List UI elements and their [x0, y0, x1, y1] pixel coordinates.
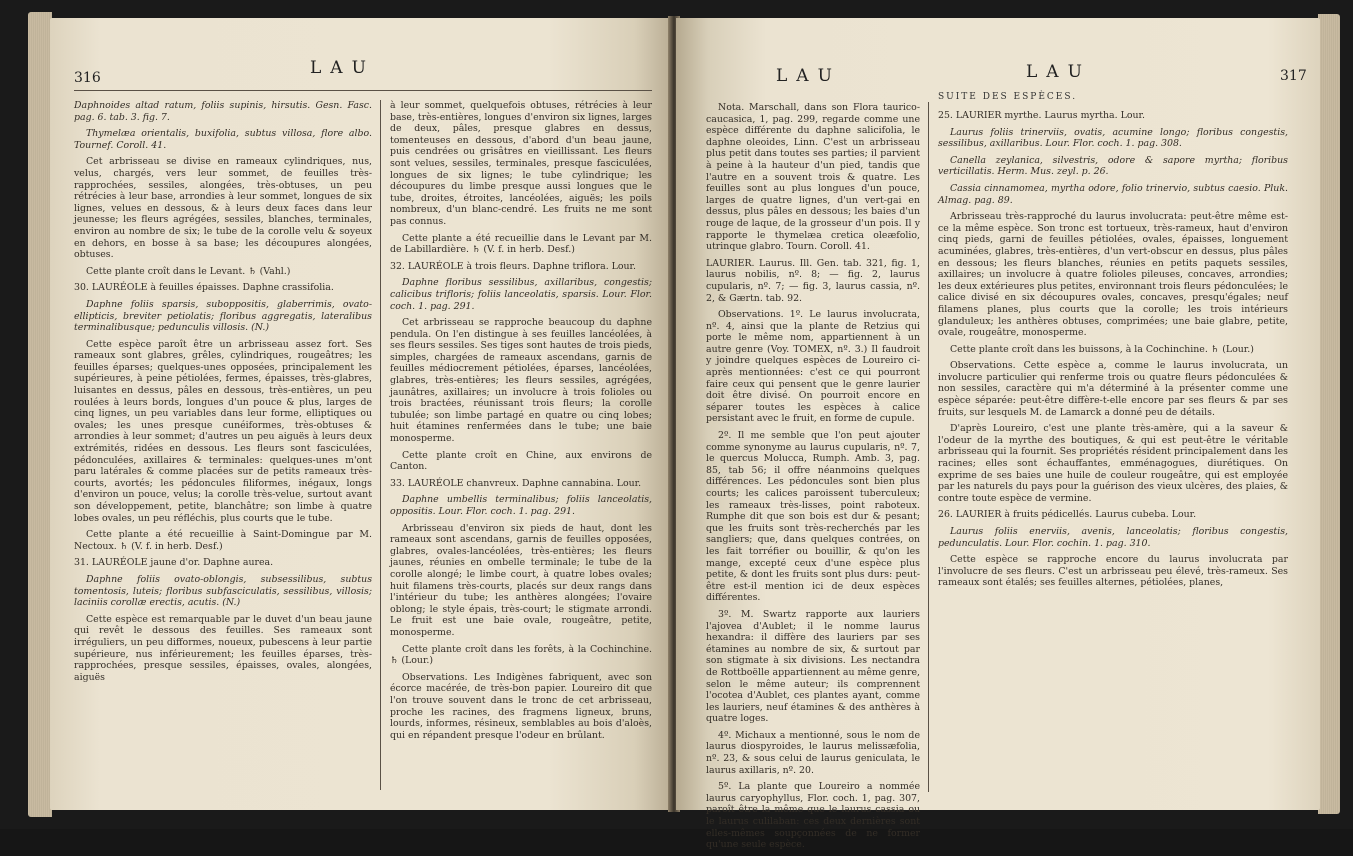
- species-entry-heading: 33. LAURÉOLE chanvreux. Daphne cannabina. Lour.: [390, 477, 642, 489]
- paragraph: Observations. 1º. Le laurus involucrata, nº. 4, ainsi que la plante de Retzius qui porte le même nom, appartiennent à un autre genre (Voy. TOMEX, nº. 3.) Il faudroit y joindre quelques espèces de Loureiro ci-après mentionnées: c'est ce qui pourront faire ceux qui pensent que le genre laurier doit être divisé. On pourroit encore en séparer toutes les espèces à calice persistant avec le fruit, en forme de cupule.: [706, 309, 920, 425]
- paragraph: Observations. Cette espèce a, comme le laurus involucrata, un involucre particulier qui renferme trois ou quatre fleurs pédonculées & non sessiles, caractère qui m'a déterminé à la présenter comme une espèce séparée: peut-être diffère-t-elle encore par ses fleurs & par ses fruits, sur lesquels M. de Lamarck a donné peu de détails.: [938, 360, 1288, 418]
- species-entry-heading: 30. LAURÉOLE à feuilles épaisses. Daphne crassifolia.: [74, 282, 334, 294]
- left-page: [50, 18, 672, 810]
- paragraph: Arbrisseau d'environ six pieds de haut, dont les rameaux sont ascendans, garnis de feuilles opposées, glabres, ovales-lancéolées, très-entières; les fleurs jaunes, réunies en ombelle terminale; le tube de la corolle alongé; le limbe court, à quatre lobes ovales; huit filamens très-courts, placés sur deux rangs dans l'intérieur du tube; les anthères alongées; l'ovaire oblong; le style épais, très-court; le stigmate arrondi. Le fruit est une baie ovale, rougeâtre, petite, monosperme.: [390, 522, 652, 638]
- latin-diagnosis: Daphne foliis sparsis, suboppositis, glaberrimis, ovato-ellipticis, breviter petiolatis; floribus aggregatis, lateralibus terminalibusque; pedunculis villosis. (N.): [74, 298, 372, 334]
- paragraph: Cette plante a été recueillie dans le Levant par M. de Labillardière. ♄ (V. f. in herb. Desf.): [390, 232, 652, 256]
- right-column-divider: [928, 102, 929, 792]
- paragraph: Thymelæa orientalis, buxifolia, subtus villosa, flore albo. Tournef. Coroll. 41.: [74, 128, 372, 151]
- paragraph: Observations. Les Indigènes fabriquent, avec son écorce macérée, de très-bon papier. Loureiro dit que l'on trouve souvent dans le tronc de cet arbrisseau, proche les racines, des fragmens ligneux, bruns, lourds, informes, résineux, semblables au bois d'aloès, qui en répandent presque l'odeur en brûlant.: [390, 671, 652, 741]
- left-page-column-2: [390, 100, 652, 746]
- right-page-column-1: [706, 102, 920, 856]
- paragraph: Cet arbrisseau se rapproche beaucoup du daphne pendula. On l'en distingue à ses feuilles lancéolées, à ses fleurs sessiles. Ses tiges sont hautes de trois pieds, simples, chargées de rameaux ascendans, garnis de feuilles médiocrement pétiolées, éparses, lancéolées, glabres, très-entières; les fleurs sessiles, agrégées, jaunâtres, axillaires; un involucre à trois folioles ou trois bractées, réunissant trois fleurs; la corolle tubulée; son limbe partagé en quatre ou cinq lobes; huit étamines renfermées dans le tube; une baie monosperme.: [390, 317, 652, 445]
- paragraph: Cette plante croît dans les buissons, à la Cochinchine. ♄ (Lour.): [950, 343, 1254, 355]
- right-page-number: 317: [1280, 68, 1307, 84]
- paragraph: Daphnoides altad ratum, foliis supinis, hirsutis. Gesn. Fasc. pag. 6. tab. 3. fig. 7.: [74, 100, 372, 123]
- paragraph: 3º. M. Swartz rapporte aux lauriers l'ajovea d'Aublet; il le nomme laurus hexandra: il diffère des lauriers par ses étamines au nombre de six, & surtout par son stigmate à six divisions. Les nectandra de Rottboëlle appartiennent au même genre, selon le même auteur; ils comprennent l'ocotea d'Aublet, ces plantes ayant, comme les lauriers, neuf étamines & des anthères à quatre loges.: [706, 608, 920, 725]
- paragraph: Cette plante croît dans les forêts, à la Cochinchine. ♄ (Lour.): [390, 643, 652, 667]
- paragraph: D'après Loureiro, c'est une plante très-amère, qui a la saveur & l'odeur de la myrthe des boutiques, & qui est peut-être le véritable arbrisseau qui la fournit. Ses propriétés résident principalement dans les racines; elles sont échauffantes, emménagogues, diurétiques. On exprime de ses baies une huile de couleur rougeâtre, qui est employée par les naturels du pays pour la guérison des vieux ulcères, des plaies, & contre toute espèce de vermine.: [938, 423, 1288, 504]
- left-page-column-1: [74, 100, 372, 688]
- latin-synonym: Cassia cinnamomea, myrtha odore, folio trinervio, subtus caesio. Pluk. Almag. pag. 89.: [938, 182, 1288, 206]
- species-entry-heading: 25. LAURIER myrthe. Laurus myrtha. Lour.: [938, 110, 1145, 121]
- latin-diagnosis: Laurus foliis enerviis, avenis, lanceolatis; floribus congestis, pedunculatis. Lour. Flor. cochin. 1. pag. 310.: [938, 526, 1288, 549]
- latin-diagnosis: Laurus foliis trinerviis, ovatis, acumine longo; floribus congestis, sessilibus, axillaribus. Lour. Flor. coch. 1. pag. 308.: [938, 126, 1288, 150]
- paragraph: 5º. La plante que Loureiro a nommée laurus caryophyllus, Flor. coch. 1, pag. 307, paroît être la même que le laurus cassia ou le laurus culilaban: ces deux dernières sont elles-mêmes soupçonnées de ne former qu'une seule espèce.: [706, 781, 920, 851]
- latin-synonym: Canella zeylanica, silvestris, odore & sapore myrtha; floribus verticillatis. Herm. Mus. zeyl. p. 26.: [938, 154, 1288, 178]
- paragraph: Cet arbrisseau se divise en rameaux cylindriques, nus, velus, chargés, vers leur sommet, de feuilles très-rapprochées, sessiles, alongées, très-obtuses, un peu rétrécies à leur base, arrondies à leur sommet, longues de six lignes, velues en dessous, & à leurs deux faces dans leur jeunesse; les fleurs agrégées, sessiles, blanches, terminales, environ au nombre de six; le tube de la corolle velu & soyeux en dehors, en bosse à sa base; les découpures alongées, obtuses.: [74, 156, 372, 261]
- paragraph: Cette espèce est remarquable par le duvet d'un beau jaune qui revêt le dessous des feuilles. Ses rameaux sont irréguliers, un peu difformes, noueux, pubescens à leur partie supérieure, nus inférieurement; les feuilles éparses, très-rapprochées, presque sessiles, épaisses, ovales, alongées, aiguës: [74, 613, 372, 683]
- latin-diagnosis: Daphne floribus sessilibus, axillaribus, congestis; calicibus trifloris; foliis lanceolatis, sparsis. Lour. Flor. coch. 1. pag. 291.: [390, 277, 652, 312]
- species-entry-heading: 26. LAURIER à fruits pédicellés. Laurus cubeba. Lour.: [938, 509, 1197, 521]
- right-page-header-left: LAU: [776, 66, 841, 86]
- latin-diagnosis: Daphne foliis ovato-oblongis, subsessilibus, subtus tomentosis, luteis; floribus subfasciculatis, sessilibus, villosis; laciniis corollæ erectis, acutis. (N.): [74, 573, 372, 609]
- right-page-stack-edge: [1318, 14, 1340, 814]
- paragraph: Cette plante croît en Chine, aux environs de Canton.: [390, 449, 652, 473]
- suite-des-especes-label: SUITE DES ESPÈCES.: [938, 92, 1078, 102]
- left-page-stack-edge: [28, 12, 52, 817]
- right-page-column-2: [938, 110, 1288, 594]
- paragraph: Arbrisseau très-rapproché du laurus involucrata: peut-être même est-ce la même espèce. Son tronc est tortueux, très-rameux, haut d'environ cinq pieds, garni de feuilles pétiolées, ovales, épaisses, longuement acuminées, glabres, très-entières, d'un vert-obscur en dessus, plus pâles en dessous; les fleurs blanches, réunies en petits paquets sessiles, axillaires; un involucre à quatre folioles pileuses, concaves, arrondies; les deux extérieures plus petites, environnant trois fleurs pédonculées; le calice divisé en six découpures ovales, concaves, presqu'égales; neuf filamens planes, plus courts que la corolle; les trois intérieurs glanduleux; les anthères obtuses, comprimées; une baie glabre, petite, ovale, rougeâtre, monosperme.: [938, 211, 1288, 339]
- left-page-header: LAU: [310, 58, 375, 78]
- paragraph: Cette espèce se rapproche encore du laurus involucrata par l'involucre de ses fleurs. C'est un arbrisseau peu élevé, très-rameux. Ses rameaux sont étalés; ses feuilles alternes, pétiolées, planes,: [938, 554, 1288, 589]
- paragraph: Cette espèce paroît être un arbrisseau assez fort. Ses rameaux sont glabres, grêles, cylindriques, rougeâtres; les feuilles éparses; quelques-unes opposées, principalement les supérieures, à peine pétiolées, fermes, épaisses, très-glabres, luisantes en dessus, pâles en dessous, très-entières, un peu roulées à leurs bords, longues d'un pouce & plus, larges de cinq lignes, un peu variables dans leur forme, elliptiques ou ovales; les unes presque cunéiformes, très-obtuses & arrondies à leur sommet; d'autres un peu aiguës à leurs deux extrémités, ridées en dessous. Les fleurs sont fasciculées, pédonculées, axillaires & terminales: quelques-unes m'ont paru latérales & comme placées sur de petits rameaux très-courts, avortés; les pédoncules filiformes, inégaux, longs d'environ un pouce, velus; la corolle très-velue, surtout avant son développement, petite, blanchâtre; son limbe à quatre lobes ovales, un peu réfléchis, plus courts que le tube.: [74, 338, 372, 524]
- right-page: [676, 18, 1320, 851]
- paragraph: Cette plante croît dans le Levant. ♄ (Vahl.): [86, 265, 291, 277]
- right-page-header-right: LAU: [1026, 62, 1091, 82]
- left-header-rule: [74, 90, 652, 91]
- paragraph: Cette plante a été recueillie à Saint-Domingue par M. Nectoux. ♄ (V. f. in herb. Desf.): [74, 529, 372, 552]
- species-entry-heading: 31. LAURÉOLE jaune d'or. Daphne aurea.: [74, 557, 274, 569]
- paragraph: à leur sommet, quelquefois obtuses, rétrécies à leur base, très-entières, longues d'environ six lignes, larges de deux, pâles, presque glabres en dessus, tomenteuses en dessous, d'abord d'un beau jaune, puis cendrées ou grisâtres en vieillissant. Les fleurs sont velues, sessiles, terminales, presque fasciculées, longues de six lignes; le tube cylindrique; les découpures du limbe presque aussi longues que le tube, droites, étroites, lancéolées, aiguës; les poils nombreux, d'un blanc-cendré. Les fruits ne me sont pas connus.: [390, 100, 652, 227]
- paragraph: 2º. Il me semble que l'on peut ajouter comme synonyme au laurus cupularis, nº. 7, le quercus Molucca, Rumph. Amb. 3, pag. 85, tab 56; il offre néanmoins quelques différences. Les pédoncules sont bien plus courts; les calices paroissent tuberculeux; les rameaux très-lisses, point raboteux. Rumphe dit que son bois est dur & pesant; que les fruits sont très-recherchés par les sangliers; que, dans quelques contrées, on les fait torréfier ou bouillir, & qu'on les mange, excepté ceux d'une espèce plus petite, & dont les fruits sont plus durs: peut-être est-il mention ici de deux espèces différentes.: [706, 430, 920, 604]
- left-column-divider: [380, 100, 381, 790]
- genus-heading: LAURIER. Laurus. Ill. Gen. tab. 321, fig. 1, laurus nobilis, nº. 8; — fig. 2, laurus cupularis, nº. 7; — fig. 3, laurus cassia, nº. 2, & Gærtn. tab. 92.: [706, 257, 920, 304]
- paragraph: Nota. Marschall, dans son Flora taurico-caucasica, 1, pag. 299, regarde comme une espèce différente du daphne salicifolia, le daphne oleoides, Linn. C'est un arbrisseau plus petit dans toutes ses parties; il parvient à peine à la hauteur d'un pied, tandis que l'autre en a souvent trois & quatre. Les feuilles sont au plus longues d'un pouce, larges de quatre lignes, d'un vert-gai en dessus, plus pâles en dessous; les baies d'un rouge de laque, de la grosseur d'un pois. Il y rapporte le thymelæa cretica oleæfolio, utrinque glabro. Tourn. Coroll. 41.: [706, 102, 920, 253]
- species-entry-heading: 32. LAURÉOLE à trois fleurs. Daphne triflora. Lour.: [390, 260, 636, 272]
- paragraph: 4º. Michaux a mentionné, sous le nom de laurus diospyroides, le laurus melissæfolia, nº. 23, & sous celui de laurus geniculata, le laurus axillaris, nº. 20.: [706, 729, 920, 776]
- latin-diagnosis: Daphne umbellis terminalibus; foliis lanceolatis, oppositis. Lour. Flor. coch. 1. pag. 291.: [390, 494, 652, 517]
- left-page-number: 316: [74, 70, 101, 86]
